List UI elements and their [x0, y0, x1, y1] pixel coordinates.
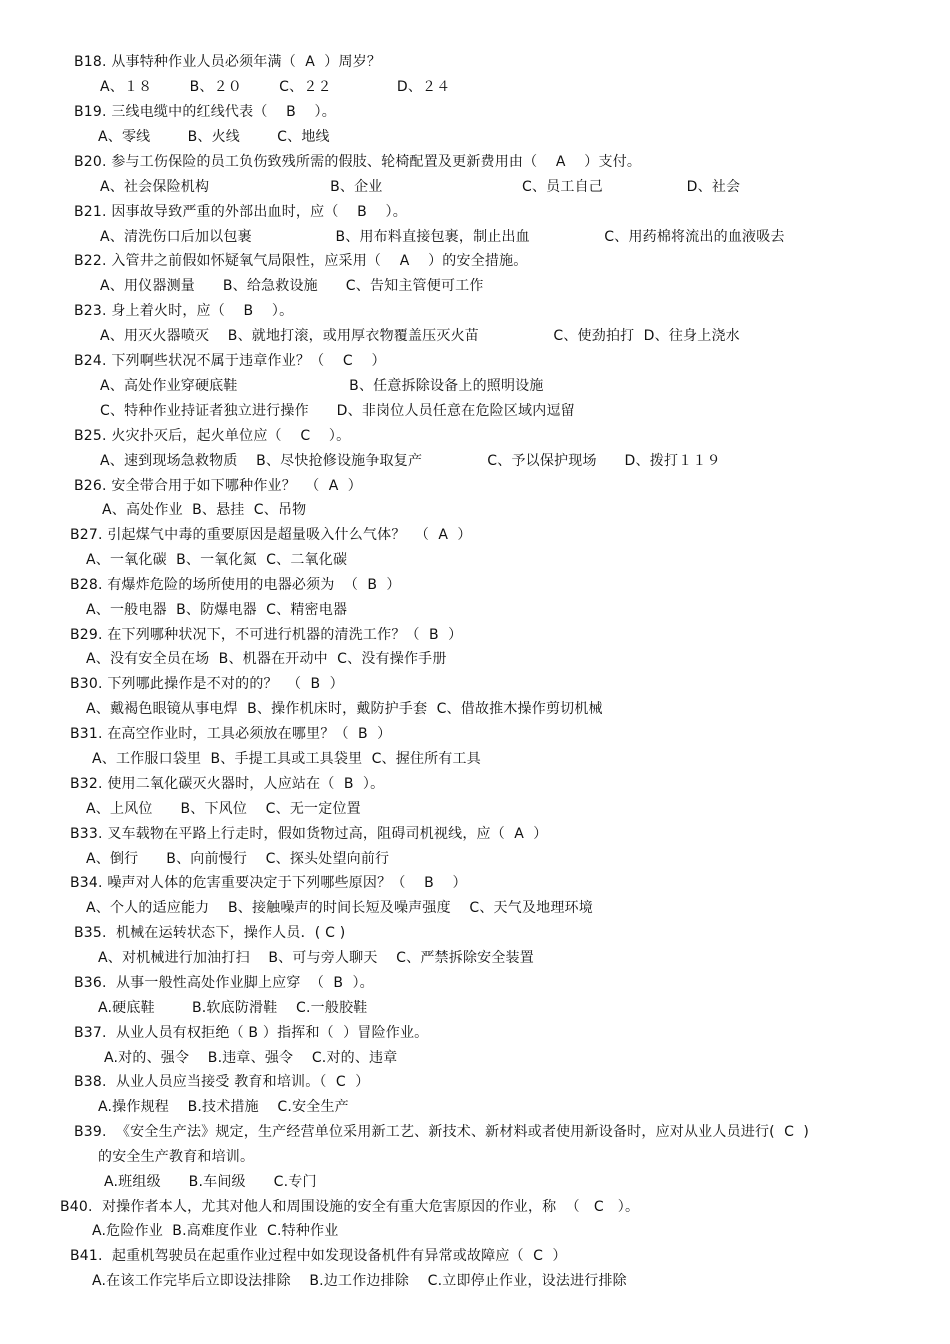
answer-options-line: A、戴褐色眼镜从事电焊 B、操作机床时，戴防护手套 C、借故推木操作剪切机械	[86, 701, 603, 717]
answer-options-line: A.对的、强令 B.违章、强令 C.对的、违章	[104, 1050, 398, 1066]
answer-options-line: A.硬底鞋 B.软底防滑鞋 C.一般胶鞋	[98, 1000, 368, 1016]
question-line: B26. 安全带合用于如下哪种作业？ （ A ）	[74, 478, 362, 494]
question-line: B22. 入管井之前假如怀疑氧气局限性，应采用（ A ）的安全措施。	[74, 253, 528, 269]
question-line: B38. 从业人员应当接受 教育和培训。（ C ）	[74, 1074, 370, 1090]
question-line: B41. 起重机驾驶员在起重作业过程中如发现设备机件有异常或故障应（ C ）	[70, 1248, 567, 1264]
question-line: B31. 在高空作业时，工具必须放在哪里？（ B ）	[70, 726, 392, 742]
question-line: B21. 因事故导致严重的外部出血时，应（ B ）。	[74, 204, 407, 220]
answer-options-line: A.班组级 B.车间级 C.专门	[104, 1174, 317, 1190]
answer-options-line: A、对机械进行加油打扫 B、可与旁人聊天 C、严禁拆除安全装置	[98, 950, 534, 966]
question-line: B20. 参与工伤保险的员工负伤致残所需的假肢、轮椅配置及更新费用由（ A ）支付。	[74, 154, 642, 170]
question-line: B37. 从业人员有权拒绝（ B ）指挥和（ ）冒险作业。	[74, 1025, 429, 1041]
question-line: B40. 对操作者本人，尤其对他人和周围设施的安全有重大危害原因的作业，称 （ C ）。	[60, 1199, 640, 1215]
answer-options-line: A、工作服口袋里 B、手提工具或工具袋里 C、握住所有工具	[92, 751, 481, 767]
answer-options-line: A、没有安全员在场 B、机器在开动中 C、没有操作手册	[86, 651, 447, 667]
question-line: B24. 下列啊些状况不属于违章作业？（ C ）	[74, 353, 386, 369]
answer-options-line: A、倒行 B、向前慢行 C、探头处望向前行	[86, 851, 390, 867]
answer-options-line: A、零线 B、火线 C、地线	[98, 129, 330, 145]
answer-options-line: A、高处作业 B、悬挂 C、吊物	[102, 502, 307, 518]
answer-options-line: A.操作规程 B.技术措施 C.安全生产	[98, 1099, 349, 1115]
answer-options-line: A.在该工作完毕后立即设法排除 B.边工作边排除 C.立即停止作业，设法进行排除	[92, 1273, 627, 1289]
answer-options-line: A、用灭火器喷灭 B、就地打滚，或用厚衣物覆盖压灭火苗 C、使劲拍打 D、往身上浇水	[100, 328, 740, 344]
question-line: B27. 引起煤气中毒的重要原因是超量吸入什么气体？ （ A ）	[70, 527, 472, 543]
question-line: B25. 火灾扑灭后，起火单位应（ C ）。	[74, 428, 351, 444]
answer-options-line: A、上风位 B、下风位 C、无一定位置	[86, 801, 361, 817]
answer-options-line: A、用仪器测量 B、给急救设施 C、告知主管便可工作	[100, 278, 484, 294]
answer-options-line: C、特种作业持证者独立进行操作 D、非岗位人员任意在危险区域内逗留	[100, 403, 575, 419]
answer-options-line: A、个人的适应能力 B、接触噪声的时间长短及噪声强度 C、天气及地理环境	[86, 900, 593, 916]
question-line: B19. 三线电缆中的红线代表（ B ）。	[74, 104, 336, 120]
answer-options-line: A.危险作业 B.高难度作业 C.特种作业	[92, 1223, 339, 1239]
question-line: B28. 有爆炸危险的场所使用的电器必须为 （ B ）	[70, 577, 401, 593]
question-line: B33. 叉车载物在平路上行走时，假如货物过高，阻碍司机视线，应（ A ）	[70, 826, 548, 842]
question-line: B23. 身上着火时，应（ B ）。	[74, 303, 294, 319]
question-line: B36. 从事一般性高处作业脚上应穿 （ B ）。	[74, 975, 374, 991]
question-line: B18. 从事特种作业人员必须年满（ A ）周岁？	[74, 54, 382, 70]
question-line: B32. 使用二氧化碳灭火器时，人应站在（ B ）。	[70, 776, 385, 792]
answer-options-line: 的安全生产教育和培训。	[98, 1149, 255, 1165]
question-line: B35. 机械在运转状态下，操作人员．( C )	[74, 925, 346, 941]
answer-options-line: A、速到现场急救物质 B、尽快抢修设施争取复产 C、予以保护现场 D、拨打１１９	[100, 453, 721, 469]
question-line: B30. 下列哪此操作是不对的的？ （ B ）	[70, 676, 344, 692]
answer-options-line: A、１８ B、２０ C、２２ D、２４	[100, 79, 451, 95]
question-line: B39. 《安全生产法》规定，生产经营单位采用新工艺、新技术、新材料或者使用新设备时，应对从业人员进行( C )	[74, 1124, 810, 1140]
answer-options-line: A、社会保险机构 B、企业 C、员工自己 D、社会	[100, 179, 741, 195]
answer-options-line: A、一氧化碳 B、一氧化氮 C、二氧化碳	[86, 552, 348, 568]
answer-options-line: A、高处作业穿硬底鞋 B、任意拆除设备上的照明设施	[100, 378, 544, 394]
answer-options-line: A、清洗伤口后加以包裹 B、用布料直接包裹，制止出血 C、用药棉将流出的血液吸去	[100, 229, 785, 245]
question-line: B34. 噪声对人体的危害重要决定于下列哪些原因？（ B ）	[70, 875, 467, 891]
answer-options-line: A、一般电器 B、防爆电器 C、精密电器	[86, 602, 348, 618]
question-line: B29. 在下列哪种状况下，不可进行机器的清洗工作？（ B ）	[70, 627, 463, 643]
